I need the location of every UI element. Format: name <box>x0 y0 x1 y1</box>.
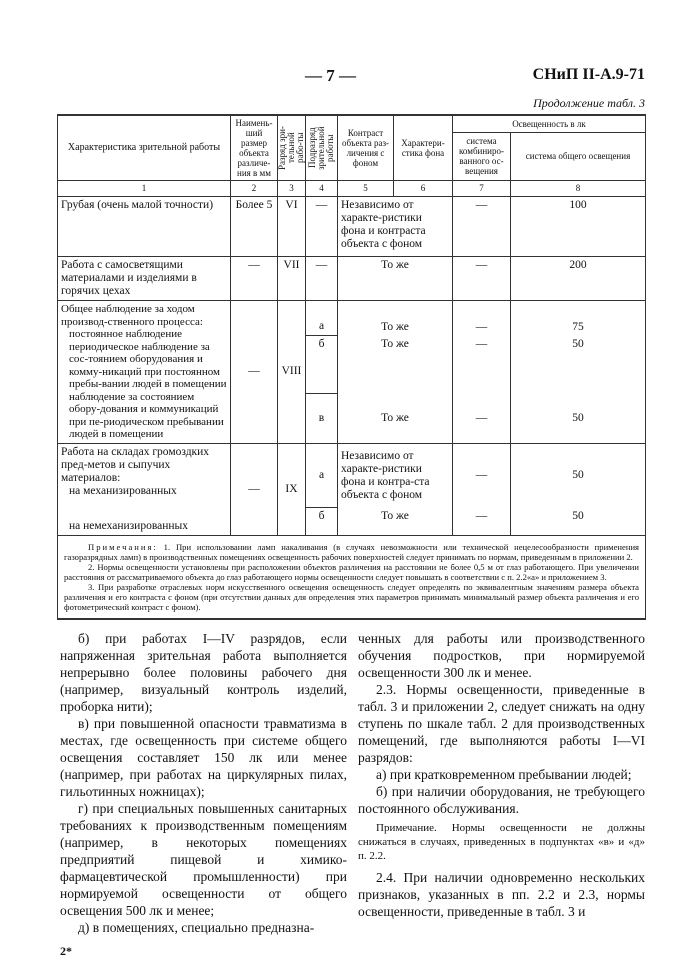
header-col6: Характери-стика фона <box>394 115 453 181</box>
paragraph: г) при специальных повышенных санитарных требованиях к производственным помещениям (например, в некоторых помещениях предприятий пищевой и химико-фармацевтической промышленности) при нормируемой освещенности от общего освещения 500 лк и менее; <box>60 800 347 918</box>
note: Примечание. Нормы освещенности не должны снижаться в случаях, приведенных в подпунктах «в» и «д» п. 2.2. <box>358 821 645 862</box>
table-continuation: Продолжение табл. 3 <box>533 96 645 110</box>
general-lux: 50 <box>511 443 646 508</box>
left-column <box>60 630 347 936</box>
work-characteristic: Грубая (очень малой точности) <box>58 197 231 257</box>
general-lux: 50 <box>511 394 646 443</box>
col-number: 6 <box>394 181 453 197</box>
work-characteristic: Работа с самосветящими материалами и изделиями в горячих цехах <box>58 257 231 301</box>
page-number: — 7 — <box>305 66 356 85</box>
sub-item: периодическое наблюдение за сос-тоянием оборудования и комму-никаций при постоянном пребы-вании людей в помещении <box>69 340 227 390</box>
category: VI <box>278 197 306 257</box>
paragraph: в) при повышенной опасности травматизма в местах, где освещенность при системе общего освещения составляет 150 лк или менее (например, при работах на циркулярных пилах, гильотинных ножницах); <box>60 715 347 799</box>
table-row <box>58 197 646 257</box>
col-number: 4 <box>306 181 338 197</box>
sub-item: на механизированных <box>69 484 177 497</box>
header-col4: Подразряд зрительной работы <box>307 126 335 170</box>
header-col2: Наимень-ший размер объекта различе-ния в мм <box>231 115 278 181</box>
general-lux: 50 <box>511 508 646 535</box>
header-col5: Контраст объекта раз-личения с фоном <box>338 115 394 181</box>
contrast-background: То же <box>338 336 453 394</box>
contrast-background: То же <box>338 394 453 443</box>
general-lux: 50 <box>511 336 646 394</box>
col-number: 8 <box>511 181 646 197</box>
table-notes <box>58 535 646 619</box>
object-size: — <box>231 301 278 444</box>
subcategory: а <box>306 301 338 336</box>
subcategory: — <box>306 197 338 257</box>
sub-item: наблюдение за состоянием обору-дования и коммуникаций при пе-риодическом пребывании людей в помещении <box>69 390 224 440</box>
note-3: 3. При разработке отраслевых норм искусственного освещения освещенность следует определять по эквивалентным значениям размера объекта различения и его контраста с фоном (при отсутствии данных для определения этих параметров принимать минимальный размер объекта различения и его фотометрический контраст с фоном). <box>64 581 639 612</box>
combined-lux: — <box>453 394 511 443</box>
contrast-background: То же <box>338 508 453 535</box>
note-1: 1. При использовании ламп накаливания (в случаях невозможности или технической нецелесообразности применения газоразрядных ламп) в производственных помещениях освещенность рабочих поверхностей следует принимать по нормам, приведенным в приложении 2. <box>64 541 639 562</box>
table-row <box>58 443 646 508</box>
combined-lux: — <box>453 301 511 336</box>
subcategory: а <box>306 443 338 508</box>
combined-lux: — <box>453 508 511 535</box>
sub-item: на немеханизированных <box>69 519 188 532</box>
contrast-background: Независимо от характе-ристики фона и контра-ста объекта с фоном <box>338 443 453 508</box>
general-lux: 100 <box>511 197 646 257</box>
page-header <box>57 66 645 96</box>
col-number: 2 <box>231 181 278 197</box>
table-row <box>58 257 646 301</box>
contrast-background: Независимо от характе-ристики фона и контраста объекта с фоном <box>338 197 453 257</box>
table-row <box>58 301 646 336</box>
object-size: — <box>231 443 278 535</box>
work-characteristic <box>58 443 231 535</box>
object-size: — <box>231 257 278 301</box>
general-lux: 75 <box>511 301 646 336</box>
subcategory: б <box>306 336 338 394</box>
note-2: 2. Нормы освещенности установлены при расположении объектов различения на расстоянии не более 0,5 м от глаз работающего. При увеличении расстояния от рассматриваемого объекта до глаз работающего нормы освещенности следует повышать в соответствии с п. 2.2«а» и приложением 3. <box>64 561 639 582</box>
combined-lux: — <box>453 443 511 508</box>
combined-lux: — <box>453 197 511 257</box>
body-columns <box>57 630 645 936</box>
contrast-background: То же <box>338 301 453 336</box>
subcategory: — <box>306 257 338 301</box>
contrast-background: То же <box>338 257 453 301</box>
document-code: СНиП II-А.9-71 <box>532 66 645 83</box>
general-lux: 200 <box>511 257 646 301</box>
col-number: 7 <box>453 181 511 197</box>
paragraph: 2.4. При наличии одновременно нескольких признаков, указанных в пп. 2.2 и 2.3, нормы освещенности, приведенные в табл. 3 и <box>358 869 645 919</box>
paragraph: а) при кратковременном пребывании людей; <box>376 766 632 782</box>
paragraph: ченных для работы или производственного обучения подростков, при нормируемой освещенности 300 лк и менее. <box>358 630 645 680</box>
col-number: 5 <box>338 181 394 197</box>
header-col3: Разряд зри-тельной рабо-ты <box>277 126 305 170</box>
lighting-norms-table <box>57 114 646 620</box>
category: VIII <box>278 301 306 444</box>
combined-lux: — <box>453 336 511 394</box>
row-title: Работа на складах громоздких пред-метов и сыпучих материалов: <box>61 445 210 484</box>
col-number: 3 <box>278 181 306 197</box>
header-col8: система общего освещения <box>511 132 646 180</box>
object-size: Более 5 <box>231 197 278 257</box>
header-col7: система комбиниро-ванного ос-вещения <box>453 132 511 180</box>
right-column <box>358 630 645 936</box>
sub-item: постоянное наблюдение <box>69 328 182 340</box>
paragraph: д) в помещениях, специально предназна- <box>78 919 315 935</box>
combined-lux: — <box>453 257 511 301</box>
work-characteristic <box>58 301 231 444</box>
paragraph: 2.3. Нормы освещенности, приведенные в табл. 3 и приложении 2, следует снижать на одну ступень по шкале табл. 2 для производственных помещений, где выполняются работы I—VI разрядов: <box>358 681 645 765</box>
category: VII <box>278 257 306 301</box>
row-title: Общее наблюдение за ходом производ-ственного процесса: <box>61 303 203 328</box>
subcategory: б <box>306 508 338 535</box>
header-illuminance: Освещенность в лк <box>453 115 646 132</box>
notes-label: Примечания: <box>88 541 158 552</box>
paragraph: б) при работах I—IV разрядов, если напряженная зрительная работа выполняется непрерывно более половины рабочего дня (например, визуальный контроль изделий, проборка нити); <box>60 630 347 714</box>
paragraph: б) при наличии оборудования, не требующего постоянного обслуживания. <box>358 783 645 816</box>
col-number: 1 <box>58 181 231 197</box>
header-col1: Характеристика зрительной работы <box>58 115 231 181</box>
signature-mark: 2* <box>60 943 72 958</box>
subcategory: в <box>306 394 338 443</box>
category: IX <box>278 443 306 535</box>
